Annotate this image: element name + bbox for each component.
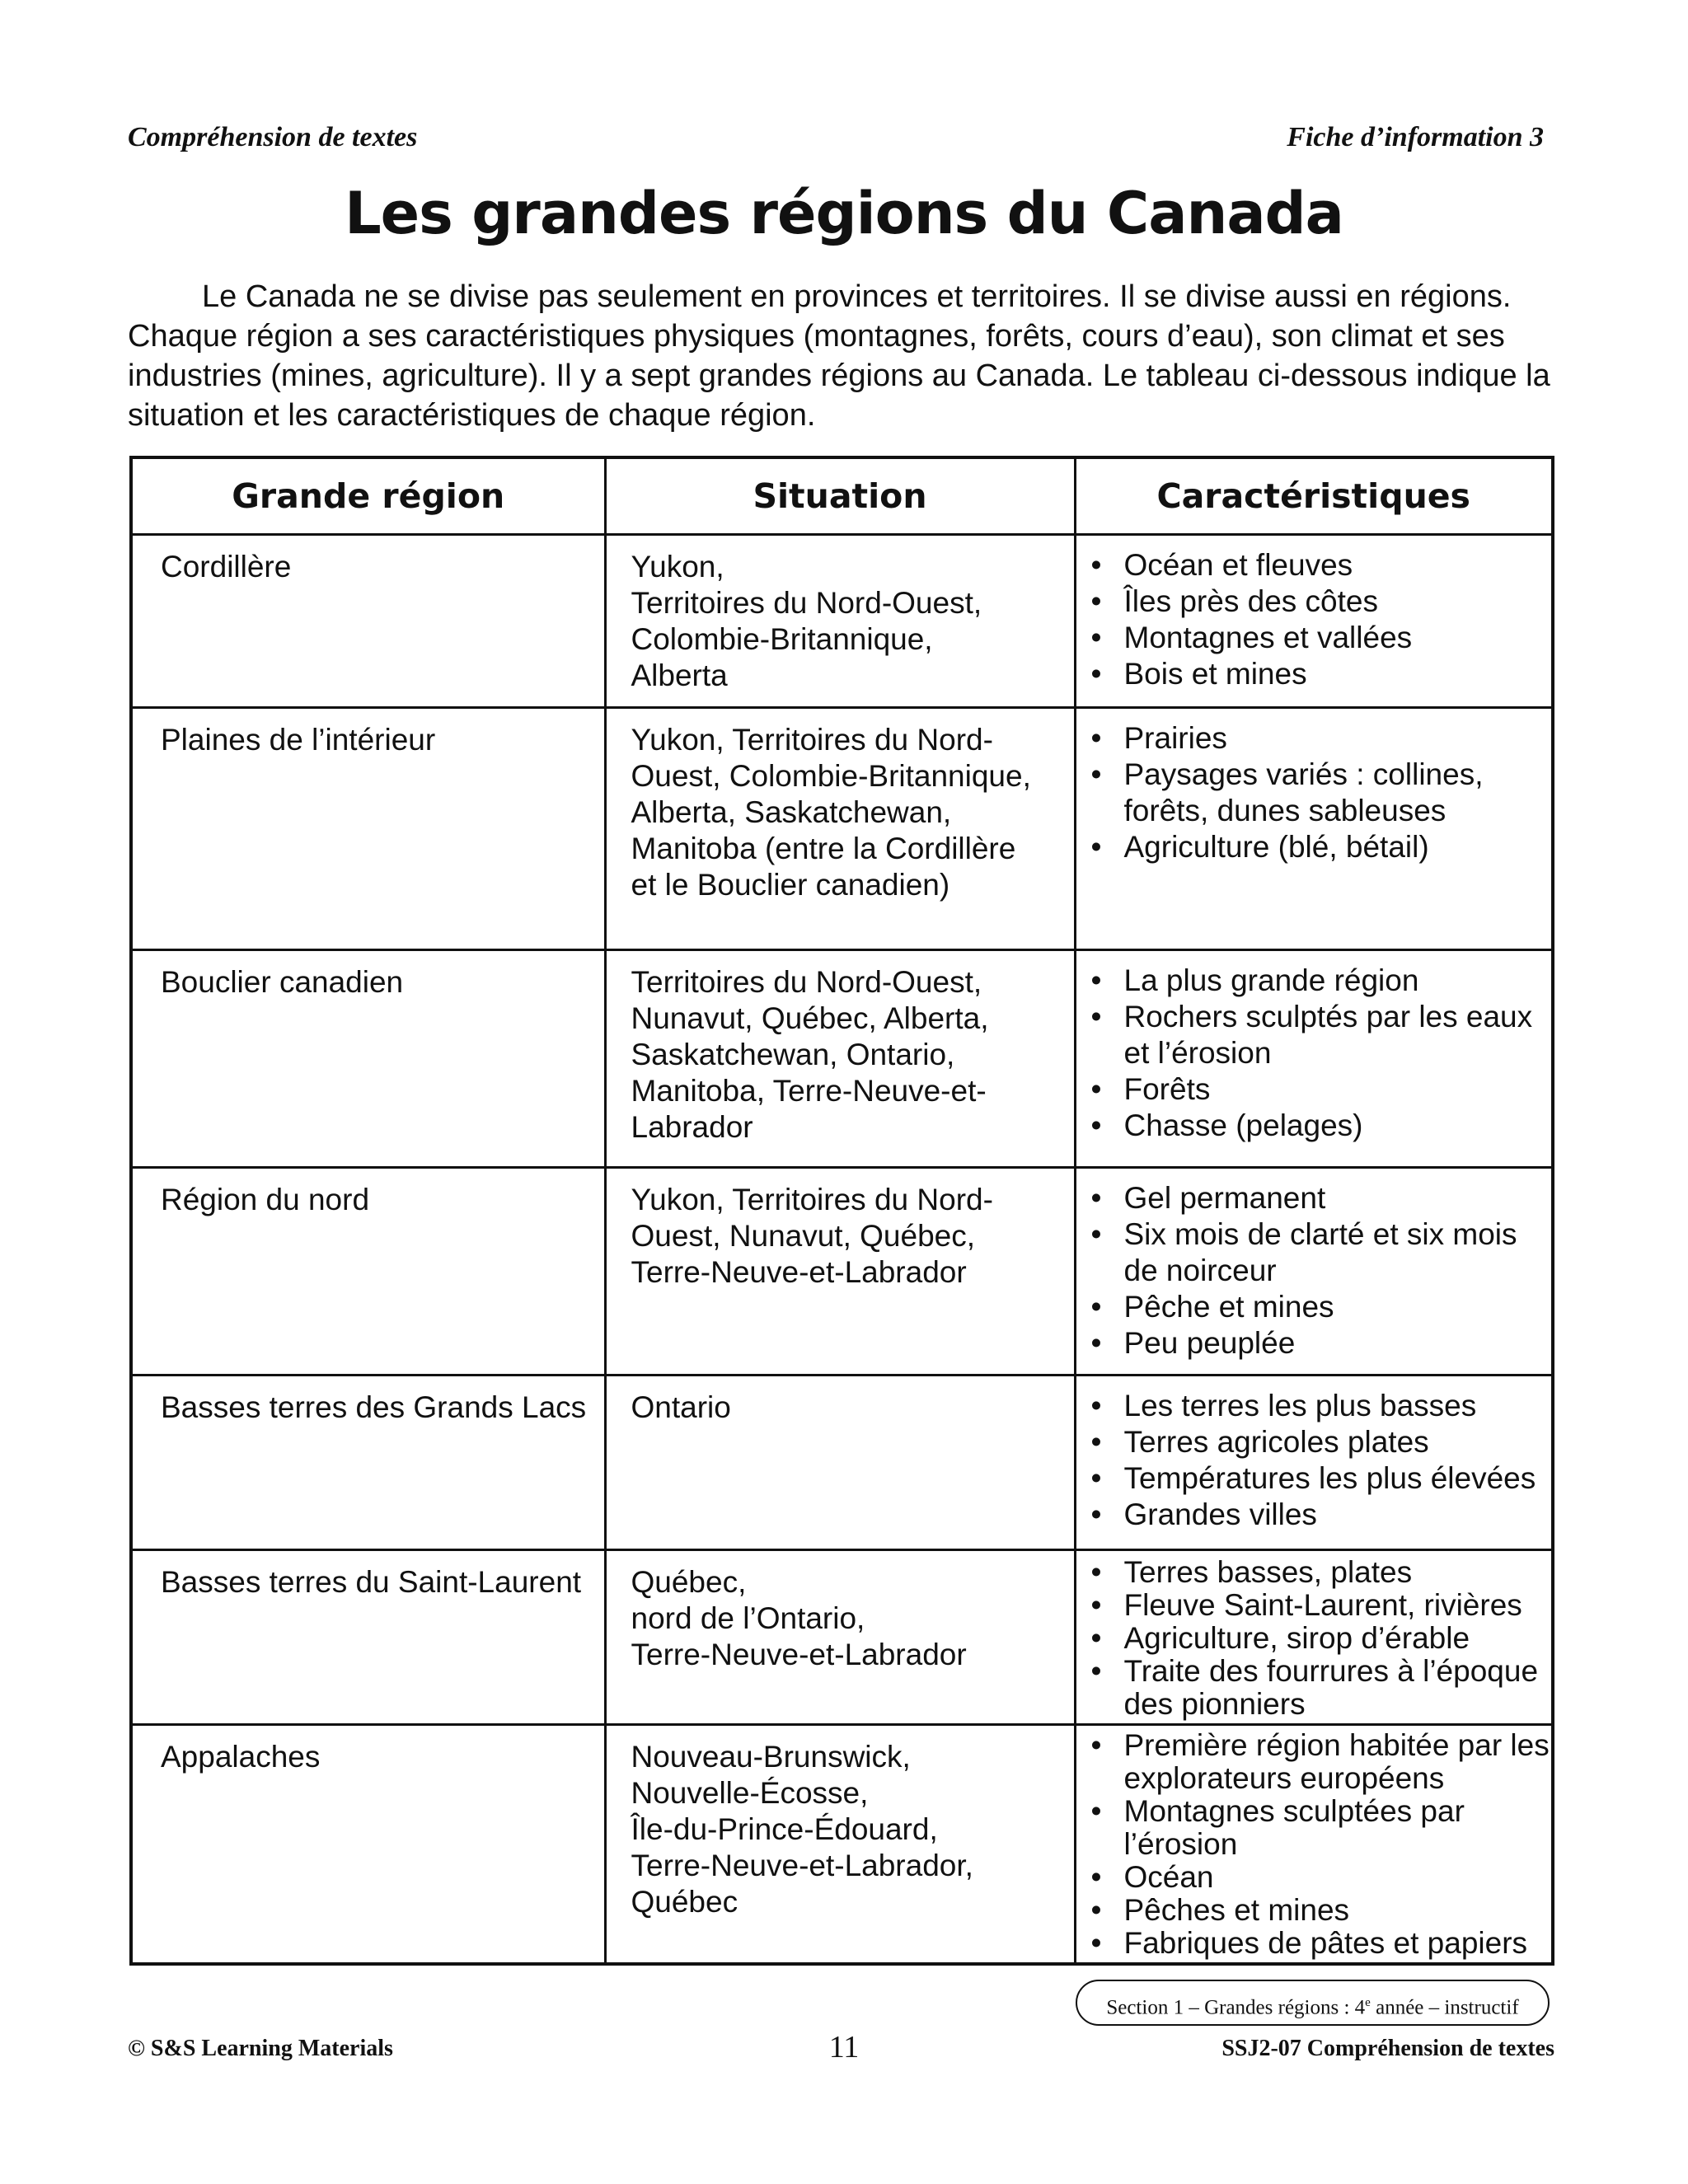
region-name: Appalaches bbox=[131, 1725, 605, 1964]
feature-item: • Agriculture, sirop d’érable bbox=[1088, 1622, 1552, 1655]
table-row bbox=[131, 1376, 1553, 1550]
feature-item: • Fleuve Saint-Laurent, rivières bbox=[1088, 1589, 1552, 1622]
feature-item: • Peu peuplée bbox=[1088, 1325, 1552, 1361]
regions-table bbox=[129, 456, 1554, 1966]
column-header-features: Caractéristiques bbox=[1075, 457, 1553, 535]
region-features bbox=[1075, 1550, 1553, 1725]
feature-item: • Fabriques de pâtes et papiers bbox=[1088, 1927, 1552, 1960]
situation-text: Ontario bbox=[631, 1390, 731, 1424]
feature-item: • Terres agricoles plates bbox=[1088, 1424, 1552, 1460]
table-row bbox=[131, 950, 1553, 1168]
table-row bbox=[131, 1725, 1553, 1964]
footer-copyright: © S&S Learning Materials bbox=[128, 2036, 393, 2061]
footer-book-code: SSJ2-07 Compréhension de textes bbox=[1221, 2036, 1554, 2061]
badge-text-end: année – instructif bbox=[1370, 1996, 1519, 2019]
situation-text: Yukon, Territoires du Nord-Ouest, Colombie-Britannique, Alberta bbox=[631, 550, 982, 692]
column-header-situation: Situation bbox=[605, 457, 1075, 535]
region-name: Basses terres des Grands Lacs bbox=[131, 1376, 605, 1550]
column-header-region: Grande région bbox=[131, 457, 605, 535]
table-row bbox=[131, 708, 1553, 950]
feature-item: • Océan et fleuves bbox=[1088, 547, 1552, 583]
feature-item: • Pêche et mines bbox=[1088, 1289, 1552, 1325]
feature-item: • Montagnes sculptées par l’érosion bbox=[1088, 1795, 1552, 1861]
region-situation bbox=[605, 535, 1075, 708]
feature-item: • Températures les plus élevées bbox=[1088, 1460, 1552, 1497]
region-situation bbox=[605, 708, 1075, 950]
feature-item: • Première région habitée par les explorateurs européens bbox=[1088, 1729, 1552, 1795]
feature-item: • Traite des fourrures à l’époque des pionniers bbox=[1088, 1655, 1552, 1721]
feature-item: • Montagnes et vallées bbox=[1088, 620, 1552, 656]
feature-item: • La plus grande région bbox=[1088, 963, 1552, 999]
situation-text: Québec, nord de l’Ontario, Terre-Neuve-et-Labrador bbox=[631, 1565, 967, 1671]
region-situation bbox=[605, 1725, 1075, 1964]
region-features bbox=[1075, 708, 1553, 950]
feature-item: • Gel permanent bbox=[1088, 1180, 1552, 1216]
feature-item: • Chasse (pelages) bbox=[1088, 1108, 1552, 1144]
feature-item: • Pêches et mines bbox=[1088, 1894, 1552, 1927]
feature-item: • Rochers sculptés par les eaux et l’érosion bbox=[1088, 999, 1552, 1071]
header-sheet-number: Fiche d’information 3 bbox=[1287, 122, 1544, 152]
page-number: 11 bbox=[828, 2030, 860, 2064]
page-title: Les grandes régions du Canada bbox=[345, 180, 1343, 247]
region-name: Bouclier canadien bbox=[131, 950, 605, 1168]
situation-text: Territoires du Nord-Ouest, Nunavut, Québec, Alberta, Saskatchewan, Ontario, Manitoba, Terre-Neuve-et- Labrador bbox=[631, 965, 989, 1144]
region-name: Cordillère bbox=[131, 535, 605, 708]
region-situation bbox=[605, 1376, 1075, 1550]
situation-text: Nouveau-Brunswick, Nouvelle-Écosse, Île-du-Prince-Édouard, Terre-Neuve-et-Labrador, Québec bbox=[631, 1740, 973, 1919]
feature-item: • Bois et mines bbox=[1088, 656, 1552, 692]
table-header-row bbox=[131, 457, 1553, 535]
feature-item: • Grandes villes bbox=[1088, 1497, 1552, 1533]
feature-item: • Les terres les plus basses bbox=[1088, 1388, 1552, 1424]
badge-text-start: Section 1 – Grandes régions : 4 bbox=[1106, 1996, 1366, 2019]
table-row bbox=[131, 1168, 1553, 1376]
region-name: Région du nord bbox=[131, 1168, 605, 1376]
region-situation bbox=[605, 950, 1075, 1168]
intro-paragraph: Le Canada ne se divise pas seulement en provinces et territoires. Il se divise aussi en régions. Chaque région a ses caractéristiques physiques (montagnes, forêts, cours d’eau), son climat et ses industries (mines, agriculture). Il y a sept grandes régions au Canada. Le tableau ci-dessous indique la situation et les caractéristiques de chaque région. bbox=[128, 279, 1550, 433]
region-name: Plaines de l’intérieur bbox=[131, 708, 605, 950]
region-situation bbox=[605, 1550, 1075, 1725]
feature-item: • Paysages variés : collines, forêts, dunes sableuses bbox=[1088, 757, 1552, 829]
region-name: Basses terres du Saint-Laurent bbox=[131, 1550, 605, 1725]
section-badge bbox=[1076, 1980, 1550, 2026]
feature-item: • Océan bbox=[1088, 1861, 1552, 1894]
region-features bbox=[1075, 1376, 1553, 1550]
feature-item: • Prairies bbox=[1088, 720, 1552, 757]
feature-item: • Six mois de clarté et six mois de noirceur bbox=[1088, 1216, 1552, 1289]
situation-text: Yukon, Territoires du Nord- Ouest, Colombie-Britannique, Alberta, Saskatchewan, Manitoba (entre la Cordillère et le Bouclier canadien) bbox=[631, 723, 1031, 902]
region-features bbox=[1075, 1168, 1553, 1376]
feature-item: • Îles près des côtes bbox=[1088, 583, 1552, 620]
feature-item: • Forêts bbox=[1088, 1071, 1552, 1108]
feature-item: • Terres basses, plates bbox=[1088, 1556, 1552, 1589]
table-row bbox=[131, 535, 1553, 708]
table-row bbox=[131, 1550, 1553, 1725]
region-features bbox=[1075, 950, 1553, 1168]
region-features bbox=[1075, 535, 1553, 708]
badge-superscript: e bbox=[1365, 1996, 1371, 2009]
region-situation bbox=[605, 1168, 1075, 1376]
header-subject: Compréhension de textes bbox=[128, 122, 418, 152]
situation-text: Yukon, Territoires du Nord- Ouest, Nunavut, Québec, Terre-Neuve-et-Labrador bbox=[631, 1183, 993, 1289]
region-features bbox=[1075, 1725, 1553, 1964]
feature-item: • Agriculture (blé, bétail) bbox=[1088, 829, 1552, 865]
